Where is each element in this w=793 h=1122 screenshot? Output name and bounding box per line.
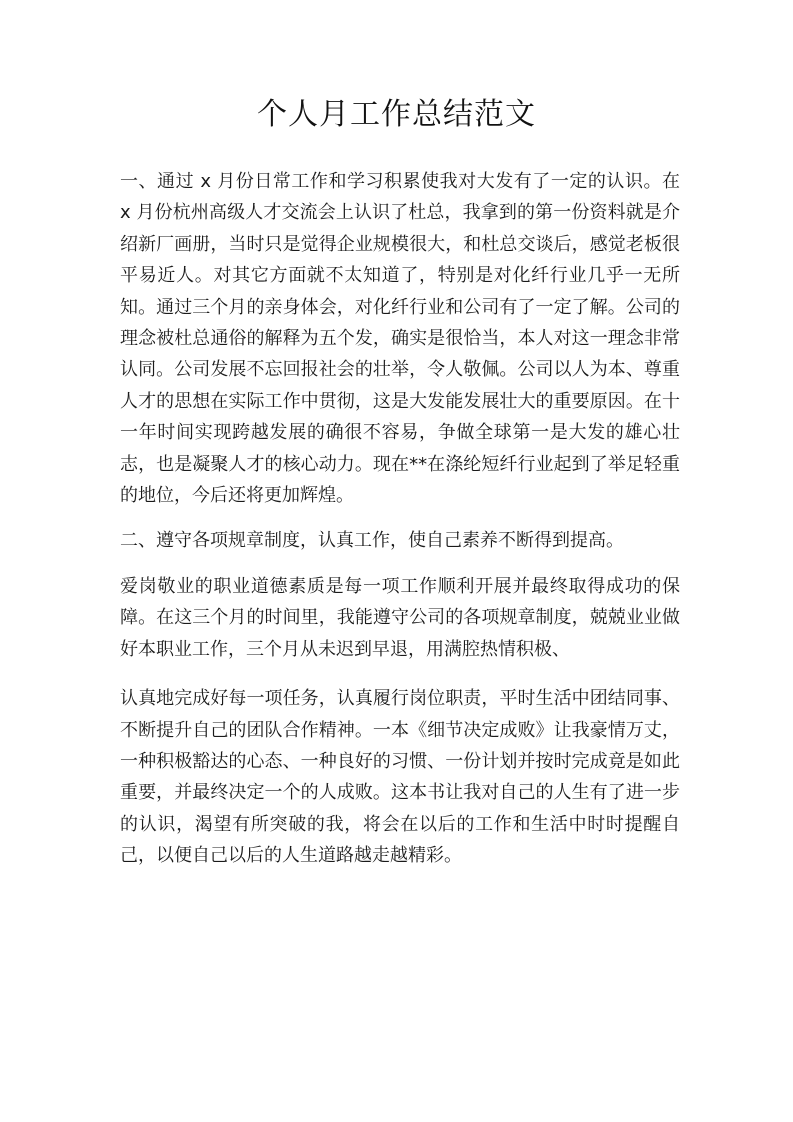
- document-body: [120, 166, 680, 872]
- paragraph-3: 爱岗敬业的职业道德素质是每一项工作顺利开展并最终取得成功的保障。在这三个月的时间里，我能遵守公司的各项规章制度，兢兢业业做好本职业工作，三个月从未迟到早退，用满腔热情积极、: [120, 575, 680, 660]
- document-title: 个人月工作总结范文: [257, 97, 536, 132]
- paragraph-1: 一、通过 x 月份日常工作和学习积累使我对大发有了一定的认识。在 x 月份杭州高级人才交流会上认识了杜总，我拿到的第一份资料就是介绍新厂画册，当时只是觉得企业规模很大，和杜总交谈后，感觉老板很平易近人。对其它方面就不太知道了，特别是对化纤行业几乎一无所知。通过三个月的亲身体会，对化纤行业和公司有了一定了解。公司的理念被杜总通俗的解释为五个发，确实是很恰当，本人对这一理念非常认同。公司发展不忘回报社会的壮举，令人敬佩。公司以人为本、尊重人才的思想在实际工作中贯彻，这是大发能发展壮大的重要原因。在十一年时间实现跨越发展的确很不容易，争做全球第一是大发的雄心壮志，也是凝聚人才的核心动力。现在**在涤纶短纤行业起到了举足轻重的地位，今后还将更加辉煌。: [120, 171, 680, 507]
- paragraph-4: 认真地完成好每一项任务，认真履行岗位职责，平时生活中团结同事、不断提升自己的团队合作精神。一本《细节决定成败》让我豪情万丈，一种积极豁达的心态、一种良好的习惯、一份计划并按时完成竟是如此重要，并最终决定一个的人成败。这本书让我对自己的人生有了进一步的认识，渴望有所突破的我，将会在以后的工作和生活中时时提醒自己，以便自己以后的人生道路越走越精彩。: [120, 688, 680, 867]
- paragraph-2: 二、遵守各项规章制度，认真工作，使自己素养不断得到提高。: [120, 530, 624, 552]
